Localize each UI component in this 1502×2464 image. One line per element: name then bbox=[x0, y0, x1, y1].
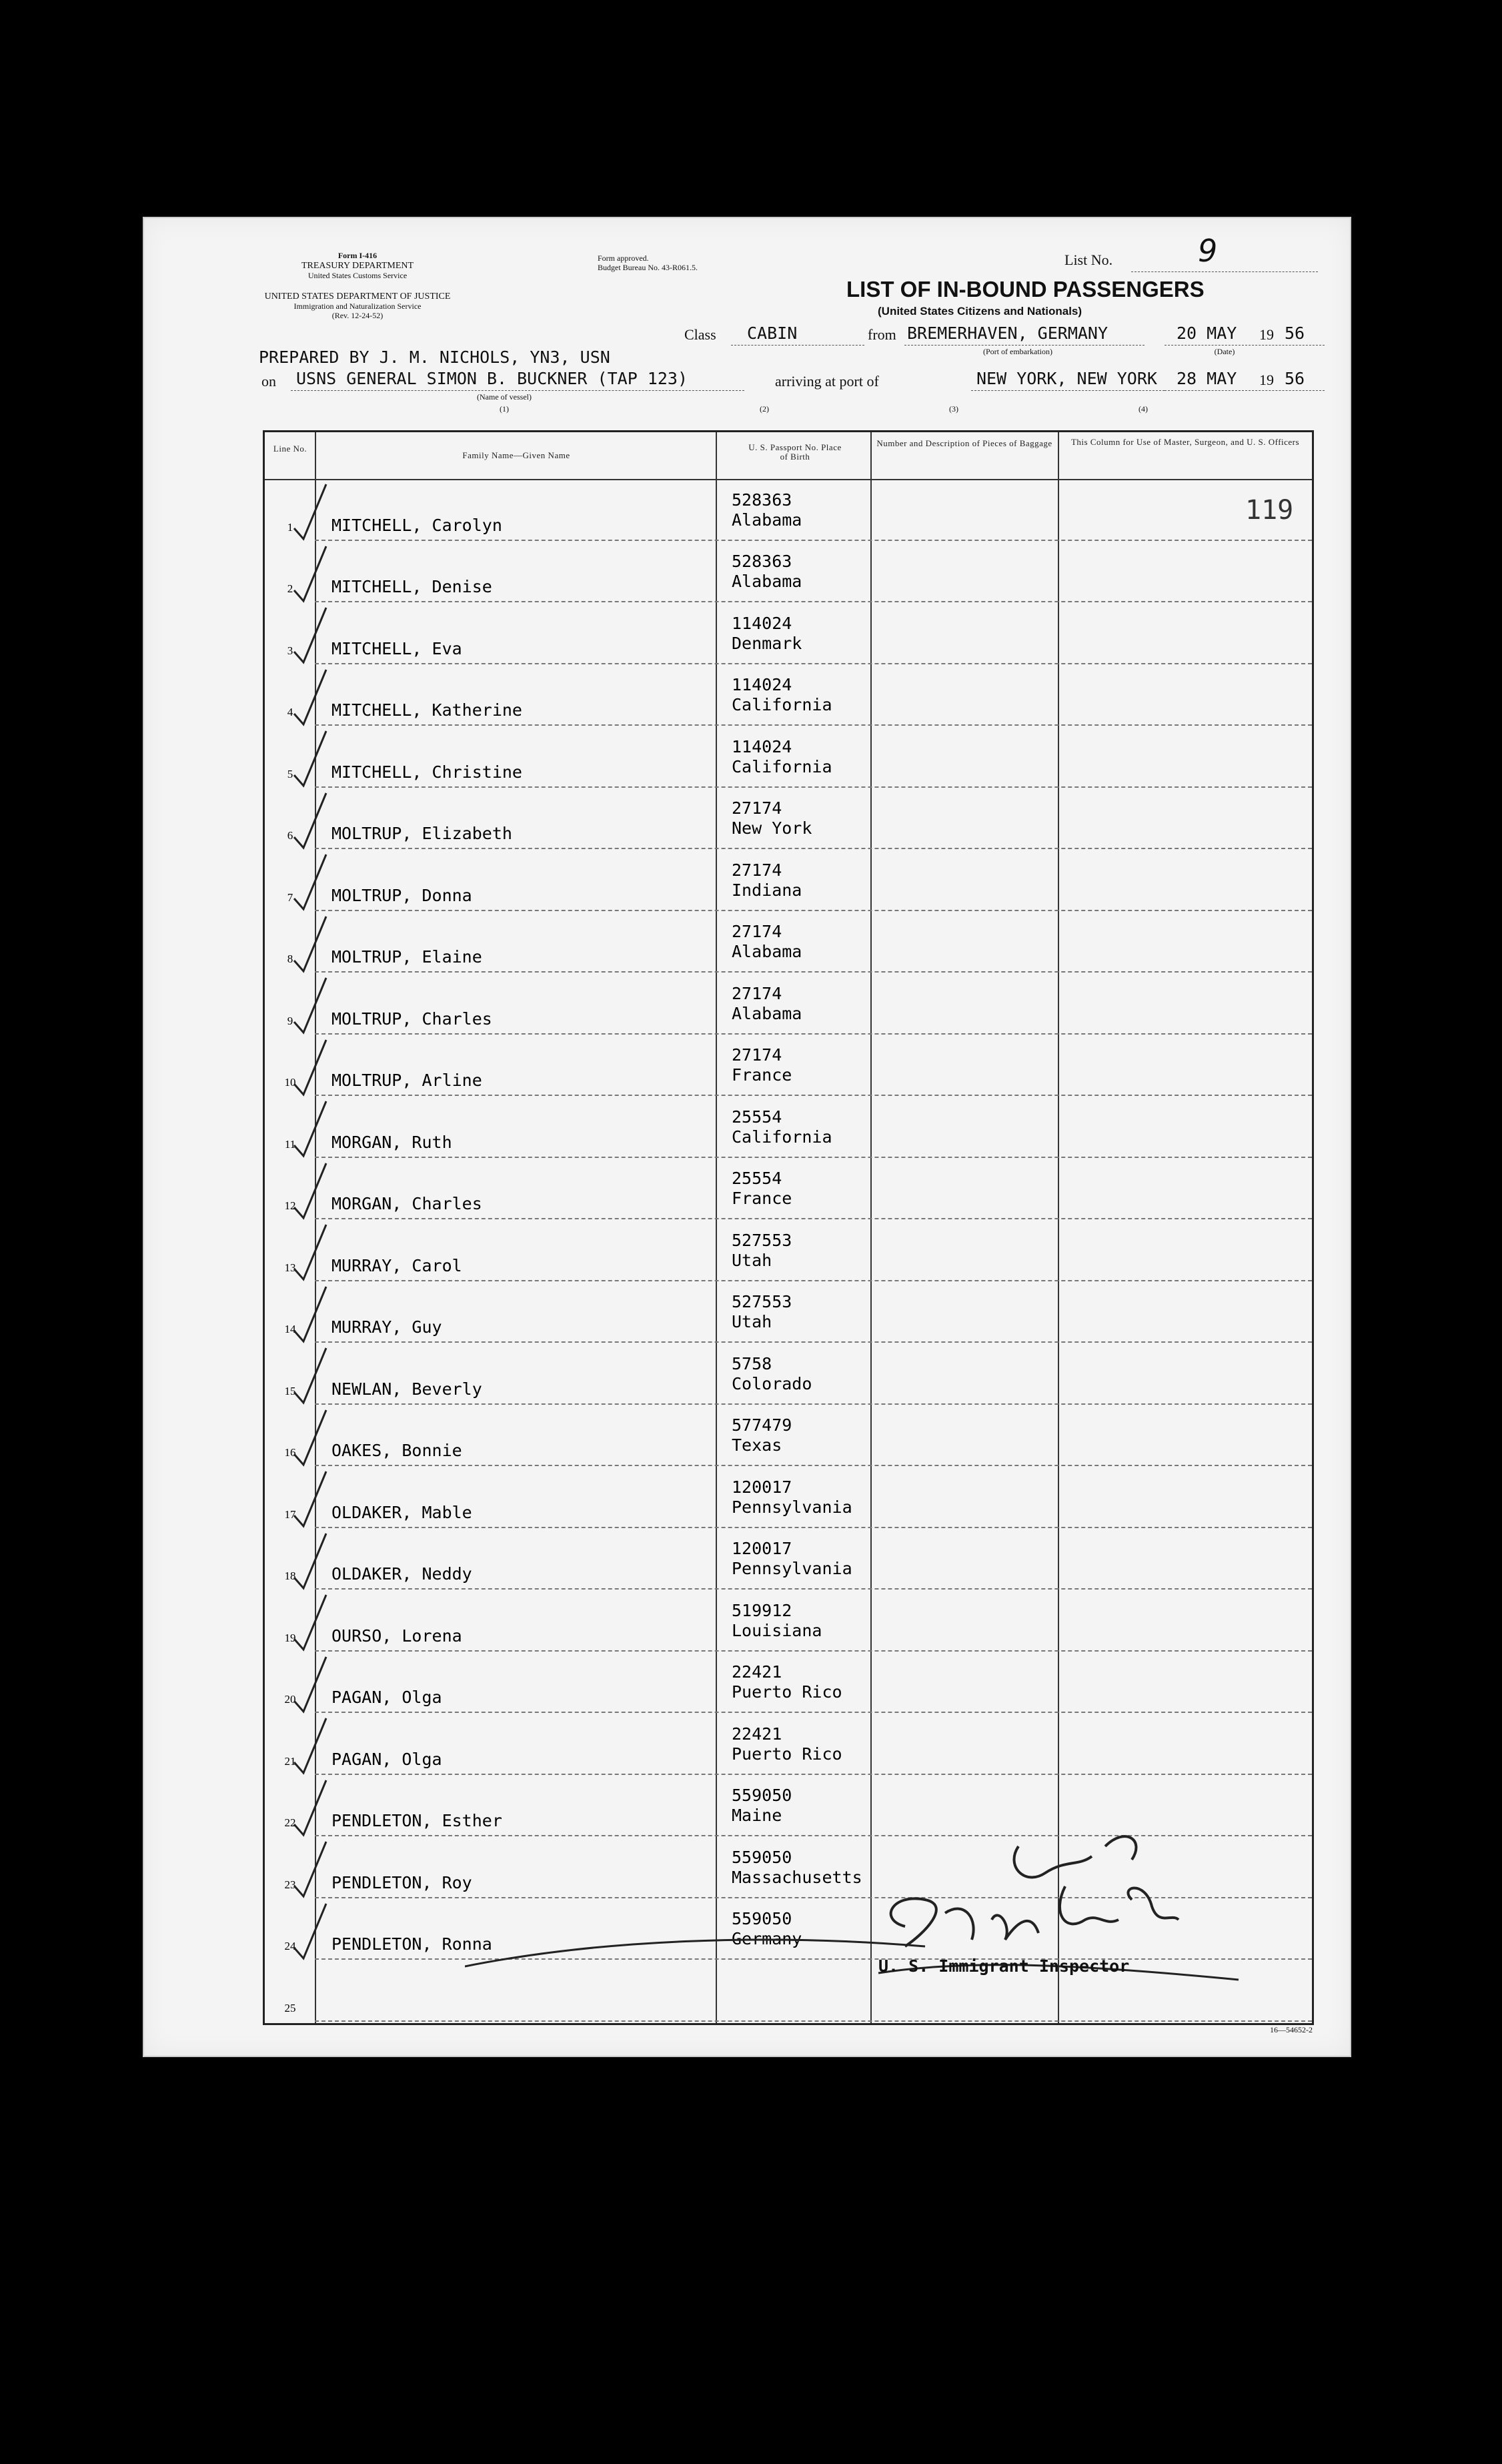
line-number: 23 bbox=[284, 1878, 296, 1891]
check-mark bbox=[290, 1839, 330, 1899]
line-number: 14 bbox=[284, 1323, 296, 1335]
arrival-date: 28 MAY bbox=[1177, 369, 1237, 388]
passport-and-birthplace bbox=[732, 1107, 832, 1147]
place-of-birth: Alabama bbox=[732, 942, 802, 961]
check-mark bbox=[290, 1469, 330, 1529]
customs-service: United States Customs Service bbox=[307, 271, 408, 280]
line-number: 10 bbox=[284, 1076, 296, 1089]
vessel-name: USNS GENERAL SIMON B. BUCKNER (TAP 123) bbox=[296, 369, 688, 388]
date-caption: (Date) bbox=[1214, 347, 1235, 356]
passport-number: 27174 bbox=[732, 1045, 782, 1065]
passport-number: 27174 bbox=[732, 922, 782, 941]
year-prefix: 19 bbox=[1259, 326, 1274, 343]
vessel-underline bbox=[291, 390, 744, 391]
passport-number: 559050 bbox=[732, 1909, 792, 1928]
passport-and-birthplace bbox=[732, 1601, 822, 1641]
class-label: Class bbox=[684, 326, 716, 343]
passport-and-birthplace bbox=[732, 1724, 842, 1764]
line-number: 20 bbox=[284, 1693, 296, 1706]
passenger-name: OLDAKER, Neddy bbox=[331, 1564, 472, 1584]
place-of-birth: France bbox=[732, 1065, 792, 1085]
list-no-label: List No. bbox=[1064, 251, 1113, 268]
passport-and-birthplace bbox=[732, 1477, 852, 1517]
line-number: 21 bbox=[284, 1754, 296, 1768]
passport-number: 25554 bbox=[732, 1107, 782, 1127]
passport-and-birthplace bbox=[732, 860, 802, 900]
document-title: LIST OF IN-BOUND PASSENGERS bbox=[846, 277, 1205, 301]
table-row bbox=[265, 973, 1312, 1035]
passport-number: 559050 bbox=[732, 1847, 792, 1867]
column-number-4: (4) bbox=[1139, 404, 1148, 414]
passport-number: 114024 bbox=[732, 613, 792, 633]
passenger-table bbox=[263, 430, 1314, 2025]
check-mark bbox=[290, 1716, 330, 1776]
passenger-name: MORGAN, Ruth bbox=[331, 1132, 452, 1152]
table-row bbox=[265, 664, 1312, 726]
from-label: from bbox=[868, 326, 896, 343]
line-number: 9 bbox=[287, 1014, 293, 1027]
line-number: 11 bbox=[284, 1137, 296, 1151]
table-row bbox=[265, 1281, 1312, 1343]
table-row bbox=[265, 788, 1312, 850]
year-prefix-2: 19 bbox=[1259, 372, 1274, 388]
treasury-department: TREASURY DEPARTMENT bbox=[301, 261, 414, 271]
line-number: 13 bbox=[284, 1261, 296, 1274]
table-row bbox=[265, 1466, 1312, 1528]
budget-bureau: Budget Bureau No. 43-R061.5. bbox=[598, 263, 698, 272]
arrival-port: NEW YORK, NEW YORK bbox=[976, 369, 1157, 388]
header-passport: U. S. Passport No. Place of Birth bbox=[748, 442, 842, 462]
header-name: Family Name—Given Name bbox=[462, 450, 570, 460]
passport-number: 120017 bbox=[732, 1539, 792, 1558]
document-subtitle: (United States Citizens and Nationals) bbox=[878, 305, 1082, 318]
place-of-birth: Alabama bbox=[732, 572, 802, 591]
arrival-underline bbox=[971, 390, 1165, 391]
passport-number: 527553 bbox=[732, 1230, 792, 1250]
place-of-birth: Germany bbox=[732, 1929, 802, 1948]
passport-and-birthplace bbox=[732, 1786, 792, 1826]
table-row bbox=[265, 479, 1312, 541]
prepared-by: PREPARED BY J. M. NICHOLS, YN3, USN bbox=[259, 348, 610, 367]
table-row bbox=[265, 1652, 1312, 1714]
form-number: Form I-416 bbox=[337, 251, 378, 260]
class-underline bbox=[731, 345, 864, 346]
passport-and-birthplace bbox=[732, 1169, 792, 1209]
passport-number: 527553 bbox=[732, 1292, 792, 1311]
passport-and-birthplace bbox=[732, 1415, 792, 1455]
passenger-name: MURRAY, Carol bbox=[331, 1255, 462, 1275]
passenger-name: MITCHELL, Denise bbox=[331, 577, 492, 596]
passport-and-birthplace bbox=[732, 614, 802, 654]
justice-department: UNITED STATES DEPARTMENT OF JUSTICE bbox=[264, 291, 451, 301]
line-number: 8 bbox=[287, 953, 293, 965]
passport-and-birthplace bbox=[732, 984, 802, 1024]
check-mark bbox=[290, 852, 330, 912]
check-mark bbox=[290, 1901, 330, 1961]
line-number: 5 bbox=[287, 767, 293, 780]
line-number: 15 bbox=[284, 1384, 296, 1397]
footer-code: 16—54652-2 bbox=[1270, 2025, 1313, 2034]
check-mark bbox=[290, 975, 330, 1035]
inspector-title: U. S. Immigrant Inspector bbox=[878, 1956, 1130, 1976]
officer-mark: 119 bbox=[1245, 495, 1294, 526]
place-of-birth: France bbox=[732, 1189, 792, 1208]
passport-number: 5758 bbox=[732, 1353, 772, 1373]
closing-line bbox=[465, 1926, 932, 1980]
passenger-name: MITCHELL, Katherine bbox=[331, 700, 522, 720]
list-number: 9 bbox=[1198, 233, 1218, 269]
place-of-birth: Alabama bbox=[732, 1003, 802, 1023]
passenger-name: PENDLETON, Esther bbox=[331, 1811, 502, 1830]
date-underline bbox=[1165, 345, 1325, 346]
passenger-name: OURSO, Lorena bbox=[331, 1626, 462, 1646]
header-line-no: Line No. bbox=[273, 444, 307, 454]
passenger-name: OAKES, Bonnie bbox=[331, 1441, 462, 1460]
table-row bbox=[265, 1528, 1312, 1590]
place-of-birth: Utah bbox=[732, 1250, 772, 1270]
passport-and-birthplace bbox=[732, 1045, 792, 1085]
passport-number: 528363 bbox=[732, 490, 792, 510]
place-of-birth: Alabama bbox=[732, 510, 802, 530]
place-of-birth: Louisiana bbox=[732, 1620, 822, 1640]
place-of-birth: California bbox=[732, 695, 832, 714]
line-number: 24 bbox=[284, 1940, 296, 1952]
line-number: 16 bbox=[284, 1446, 296, 1459]
passenger-name: MOLTRUP, Elaine bbox=[331, 947, 482, 967]
passenger-list-form bbox=[143, 217, 1351, 2057]
passport-number: 519912 bbox=[732, 1600, 792, 1620]
embark-year: 56 bbox=[1285, 324, 1305, 343]
passport-and-birthplace bbox=[732, 552, 802, 592]
check-mark bbox=[290, 914, 330, 974]
check-mark bbox=[290, 1161, 330, 1221]
table-row bbox=[265, 911, 1312, 973]
passport-and-birthplace bbox=[732, 1662, 842, 1702]
passport-and-birthplace bbox=[732, 798, 812, 838]
passenger-name: PAGAN, Olga bbox=[331, 1688, 442, 1707]
vessel-caption: (Name of vessel) bbox=[477, 392, 532, 402]
check-mark bbox=[290, 544, 330, 604]
check-mark bbox=[290, 482, 330, 542]
place-of-birth: California bbox=[732, 1127, 832, 1147]
table-row bbox=[265, 1343, 1312, 1405]
check-mark bbox=[290, 1099, 330, 1159]
check-mark bbox=[290, 1284, 330, 1344]
vessel-column-number: (1) bbox=[500, 404, 509, 414]
line-number: 22 bbox=[284, 1816, 296, 1829]
passenger-name: MITCHELL, Eva bbox=[331, 638, 462, 658]
line-number: 12 bbox=[284, 1199, 296, 1212]
arrival-year: 56 bbox=[1285, 369, 1305, 388]
passport-and-birthplace bbox=[732, 1539, 852, 1579]
passport-number: 528363 bbox=[732, 552, 792, 571]
column-number-3: (3) bbox=[949, 404, 958, 414]
passport-and-birthplace bbox=[732, 675, 832, 715]
passenger-name: MITCHELL, Christine bbox=[331, 762, 522, 782]
check-mark bbox=[290, 1222, 330, 1282]
place-of-birth: Colorado bbox=[732, 1373, 812, 1393]
passenger-name: PENDLETON, Roy bbox=[331, 1872, 472, 1892]
check-mark bbox=[290, 1407, 330, 1467]
form-approved: Form approved. bbox=[598, 253, 649, 263]
place-of-birth: California bbox=[732, 756, 832, 776]
place-of-birth: Maine bbox=[732, 1806, 782, 1825]
check-mark bbox=[290, 1778, 330, 1838]
passport-number: 22421 bbox=[732, 1724, 782, 1744]
passport-and-birthplace bbox=[732, 737, 832, 777]
line-number: 4 bbox=[287, 706, 293, 718]
passport-and-birthplace bbox=[732, 1848, 862, 1888]
arriving-label: arriving at port of bbox=[775, 373, 879, 390]
from-underline bbox=[904, 345, 1145, 346]
class-value: CABIN bbox=[747, 324, 798, 343]
check-mark bbox=[290, 667, 330, 727]
line-number: 3 bbox=[287, 644, 293, 657]
table-row bbox=[265, 726, 1312, 788]
place-of-birth: Utah bbox=[732, 1312, 772, 1331]
passenger-name: MITCHELL, Carolyn bbox=[331, 515, 502, 535]
header-baggage: Number and Description of Pieces of Baggage bbox=[876, 438, 1052, 448]
row-rule bbox=[315, 2020, 1312, 2022]
line-number: 1 bbox=[287, 520, 293, 534]
place-of-birth: Texas bbox=[732, 1435, 782, 1455]
table-row bbox=[265, 1158, 1312, 1220]
passport-number: 27174 bbox=[732, 798, 782, 818]
passport-and-birthplace bbox=[732, 1231, 792, 1271]
place-of-birth: Massachusetts bbox=[732, 1867, 862, 1887]
check-mark bbox=[290, 790, 330, 850]
passenger-name: MOLTRUP, Elizabeth bbox=[331, 824, 512, 843]
passport-number: 114024 bbox=[732, 675, 792, 694]
embark-date: 20 MAY bbox=[1177, 324, 1237, 343]
table-row bbox=[265, 1219, 1312, 1281]
table-row bbox=[265, 541, 1312, 603]
list-no-underline bbox=[1131, 271, 1318, 272]
column-number-2: (2) bbox=[760, 404, 769, 414]
table-row bbox=[265, 1405, 1312, 1467]
table-row bbox=[265, 602, 1312, 664]
port-of-embarkation: BREMERHAVEN, GERMANY bbox=[907, 324, 1108, 343]
check-mark bbox=[290, 1345, 330, 1405]
table-row bbox=[265, 1590, 1312, 1652]
header-officers: This Column for Use of Master, Surgeon, and U. S. Officers bbox=[1070, 437, 1300, 447]
passport-number: 120017 bbox=[732, 1477, 792, 1497]
passport-number: 114024 bbox=[732, 736, 792, 756]
place-of-birth: New York bbox=[732, 818, 812, 838]
passport-number: 559050 bbox=[732, 1786, 792, 1805]
passport-number: 577479 bbox=[732, 1415, 792, 1435]
check-mark bbox=[290, 605, 330, 665]
place-of-birth: Pennsylvania bbox=[732, 1497, 852, 1517]
passenger-name: MOLTRUP, Arline bbox=[331, 1071, 482, 1090]
passport-number: 22421 bbox=[732, 1662, 782, 1682]
immigration-service: Immigration and Naturalization Service bbox=[293, 301, 422, 311]
check-mark bbox=[290, 1654, 330, 1714]
arrival-date-underline bbox=[1165, 390, 1325, 391]
table-row bbox=[265, 1096, 1312, 1158]
check-mark bbox=[290, 1531, 330, 1591]
passport-number: 27174 bbox=[732, 983, 782, 1003]
line-number: 2 bbox=[287, 582, 293, 595]
passenger-name: MORGAN, Charles bbox=[331, 1194, 482, 1213]
passport-and-birthplace bbox=[732, 490, 802, 530]
place-of-birth: Puerto Rico bbox=[732, 1744, 842, 1764]
place-of-birth: Puerto Rico bbox=[732, 1682, 842, 1702]
passport-and-birthplace bbox=[732, 1354, 812, 1394]
passport-and-birthplace bbox=[732, 1292, 792, 1332]
place-of-birth: Denmark bbox=[732, 633, 802, 653]
place-of-birth: Indiana bbox=[732, 880, 802, 900]
check-mark bbox=[290, 728, 330, 788]
passport-and-birthplace bbox=[732, 922, 802, 962]
on-label: on bbox=[261, 373, 276, 390]
passport-number: 25554 bbox=[732, 1169, 782, 1188]
passport-number: 27174 bbox=[732, 860, 782, 880]
passenger-name: NEWLAN, Beverly bbox=[331, 1379, 482, 1399]
passenger-name: OLDAKER, Mable bbox=[331, 1502, 472, 1522]
table-row bbox=[265, 849, 1312, 911]
passenger-name: PENDLETON, Ronna bbox=[331, 1934, 492, 1954]
passenger-name: PAGAN, Olga bbox=[331, 1749, 442, 1769]
line-number: 7 bbox=[287, 890, 293, 904]
passenger-name: MURRAY, Guy bbox=[331, 1317, 442, 1337]
place-of-birth: Pennsylvania bbox=[732, 1559, 852, 1578]
line-number: 17 bbox=[284, 1507, 296, 1521]
table-row bbox=[265, 1035, 1312, 1097]
table-row bbox=[265, 1713, 1312, 1775]
passenger-name: MOLTRUP, Donna bbox=[331, 885, 472, 905]
check-mark bbox=[290, 1592, 330, 1652]
port-embarkation-caption: (Port of embarkation) bbox=[983, 347, 1052, 356]
line-number: 19 bbox=[284, 1631, 296, 1644]
line-number: 25 bbox=[284, 2001, 296, 2014]
check-mark bbox=[290, 1037, 330, 1097]
revision-date: (Rev. 12-24-52) bbox=[331, 311, 384, 320]
line-number: 18 bbox=[284, 1570, 296, 1582]
line-number: 6 bbox=[287, 829, 293, 842]
passenger-name: MOLTRUP, Charles bbox=[331, 1009, 492, 1029]
